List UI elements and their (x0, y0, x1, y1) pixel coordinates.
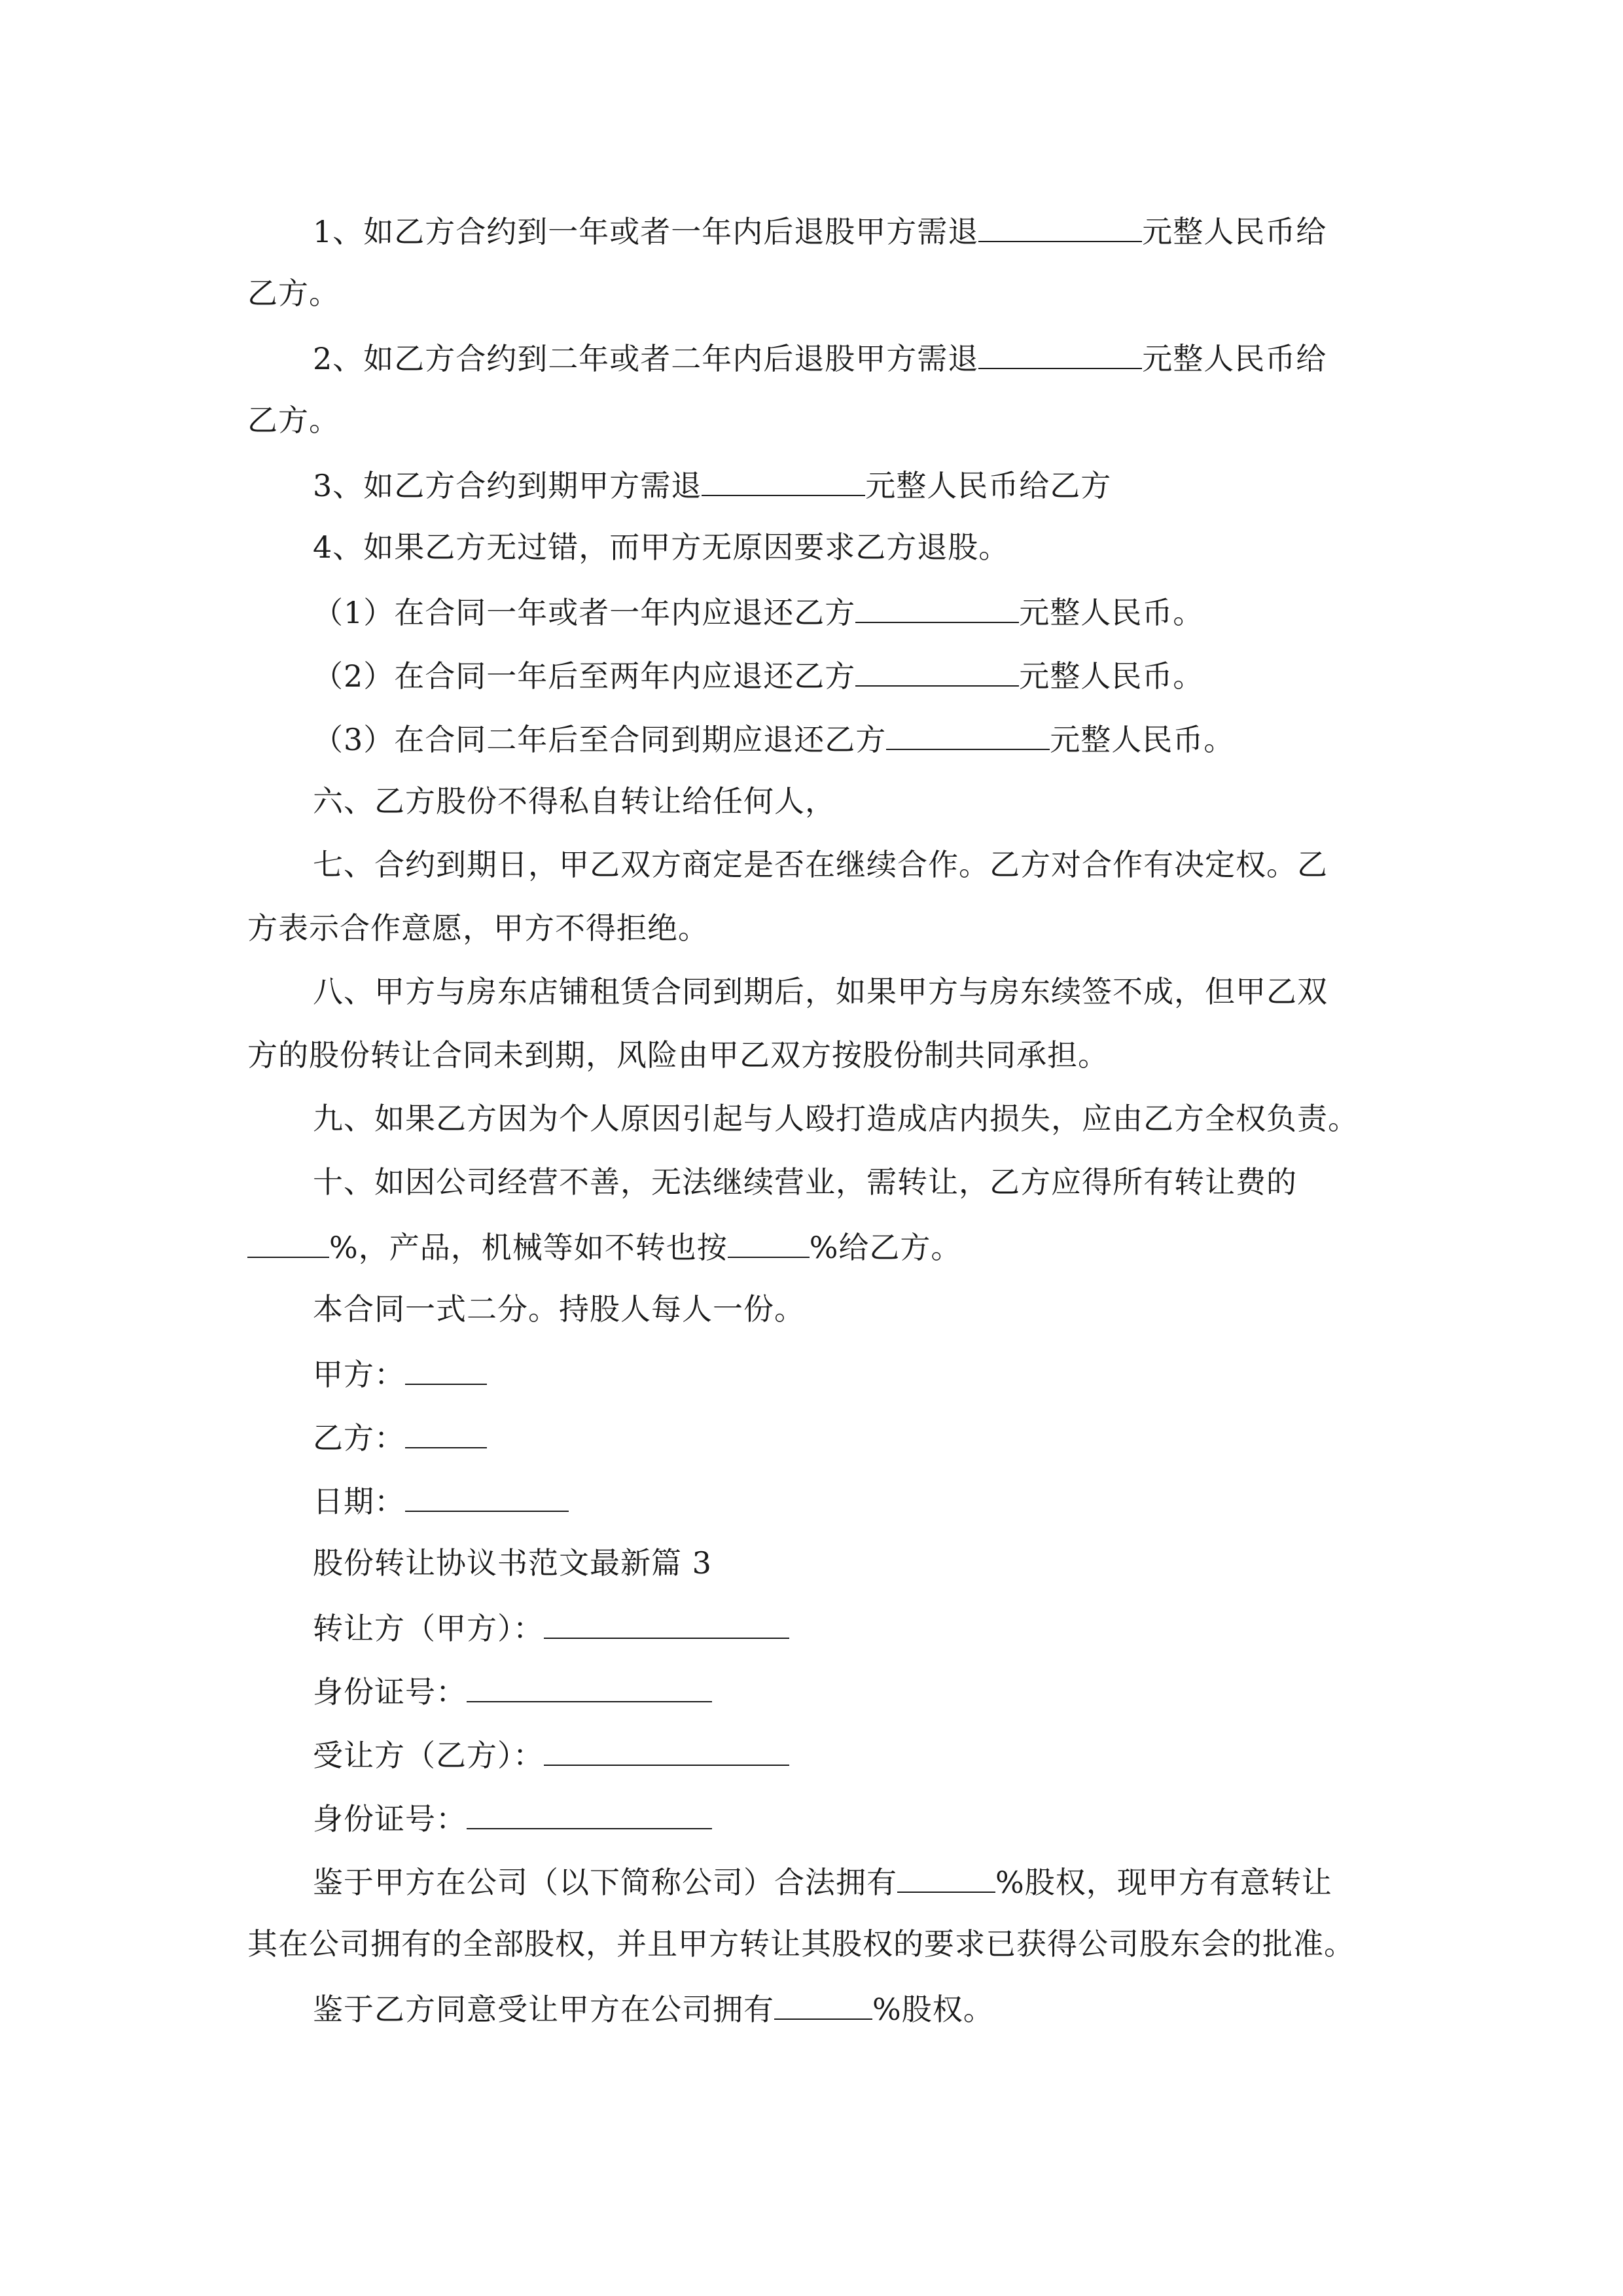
date-blank (405, 1484, 569, 1512)
sub-clause-2-line (313, 658, 1204, 694)
sub-clause-1-text: （1）在合同一年或者一年内应退还乙方 (313, 595, 856, 630)
clause-six-text: 六、乙方股份不得私自转让给任何人， (313, 783, 836, 819)
blank-field (978, 342, 1142, 369)
clause-3-line (313, 469, 1111, 501)
clause-eight-text: 八、甲方与房东店铺租赁合同到期后，如果甲方与房东续签不成，但甲乙双 (313, 974, 1328, 1009)
transferor-line (313, 1611, 789, 1646)
clause-2-line-2 (247, 403, 340, 438)
copies-text: 本合同一式二分。持股人每人一份。 (313, 1291, 805, 1327)
clause-ten-line-1 (313, 1164, 1297, 1200)
clause-ten-text-end: %给乙方。 (809, 1230, 962, 1265)
clause-1-line-1 (313, 215, 1327, 247)
id-blank (467, 1802, 712, 1829)
clause-eight-line-2 (247, 1037, 1109, 1073)
blank-field (855, 659, 1019, 687)
clause-ten-text-cont: %，产品，机械等如不转也按 (329, 1230, 728, 1265)
party-a-label: 甲方： (313, 1357, 405, 1392)
clause-2-line-1 (313, 342, 1327, 374)
whereas-1-line-1 (313, 1865, 1332, 1900)
transferee-line (313, 1738, 789, 1773)
transferor-label: 转让方（甲方）： (313, 1611, 544, 1646)
copies-line (313, 1291, 805, 1327)
clause-3-text-cont: 元整人民币给乙方 (865, 468, 1112, 503)
blank-field (855, 596, 1019, 623)
clause-ten-line-2 (247, 1230, 961, 1263)
clause-nine-text: 九、如果乙方因为个人原因引起与人殴打造成店内损失，应由乙方全权负责。 (313, 1101, 1359, 1136)
blank-field (247, 1230, 329, 1258)
date-label: 日期： (313, 1484, 405, 1519)
whereas-2-text: 鉴于乙方同意受让甲方在公司拥有 (313, 1992, 774, 2027)
sub-clause-3-text: （3）在合同二年后至合同到期应退还乙方 (313, 722, 887, 757)
clause-nine-line (313, 1103, 1359, 1134)
clause-seven-text-cont: 方表示合作意愿，甲方不得拒绝。 (247, 910, 709, 946)
sub-clause-2-text-cont: 元整人民币。 (1019, 658, 1204, 694)
sub-clause-3-line (313, 723, 1234, 755)
sub-clause-2-text: （2）在合同一年后至两年内应退还乙方 (313, 658, 856, 694)
sub-clause-3-text-cont: 元整人民币。 (1050, 722, 1235, 757)
clause-3-text: 3、如乙方合约到期甲方需退 (313, 468, 702, 503)
id-blank (467, 1675, 712, 1702)
id-label: 身份证号： (313, 1801, 467, 1837)
clause-2-text-cont: 元整人民币给 (1142, 341, 1327, 376)
blank-field (897, 1865, 995, 1893)
blank-field (978, 215, 1142, 242)
whereas-1-text-cont: %股权，现甲方有意转让 (995, 1865, 1332, 1900)
blank-field (702, 469, 865, 496)
clause-eight-line-1 (313, 974, 1328, 1009)
whereas-2-text-cont: %股权。 (872, 1992, 994, 2027)
clause-eight-text-cont: 方的股份转让合同未到期，风险由甲乙双方按股份制共同承担。 (247, 1037, 1109, 1073)
transferee-blank (544, 1738, 789, 1766)
transferee-label: 受让方（乙方）： (313, 1738, 544, 1773)
clause-1-line-2 (247, 276, 340, 311)
date-line (313, 1484, 569, 1519)
clause-2-text-end: 乙方。 (247, 403, 340, 438)
whereas-1-text-end: 其在公司拥有的全部股权，并且甲方转让其股权的要求已获得公司股东会的批准。 (247, 1926, 1355, 1962)
signature-blank (405, 1421, 487, 1448)
clause-seven-line-1 (313, 847, 1328, 882)
clause-six-line (313, 783, 836, 819)
whereas-1-text: 鉴于甲方在公司（以下简称公司）合法拥有 (313, 1865, 897, 1900)
id-line-1 (313, 1674, 712, 1710)
clause-2-text: 2、如乙方合约到二年或者二年内后退股甲方需退 (313, 341, 979, 376)
whereas-1-line-2 (247, 1926, 1355, 1962)
clause-ten-text: 十、如因公司经营不善，无法继续营业，需转让，乙方应得所有转让费的 (313, 1164, 1297, 1200)
section-title (313, 1545, 712, 1581)
clause-seven-text: 七、合约到期日，甲乙双方商定是否在继续合作。乙方对合作有决定权。乙 (313, 847, 1328, 882)
signature-blank (405, 1357, 487, 1385)
party-a-line (313, 1357, 487, 1390)
clause-4-line (313, 529, 1010, 565)
blank-field (728, 1230, 810, 1258)
clause-1-text-end: 乙方。 (247, 276, 340, 311)
whereas-2-line (313, 1992, 994, 2027)
clause-1-text-cont: 元整人民币给 (1142, 214, 1327, 249)
blank-field (886, 723, 1050, 750)
party-b-line (313, 1420, 487, 1456)
transferor-blank (544, 1611, 789, 1639)
blank-field (774, 1992, 872, 2020)
clause-seven-line-2 (247, 910, 709, 946)
sub-clause-1-text-cont: 元整人民币。 (1019, 595, 1204, 630)
clause-4-text: 4、如果乙方无过错，而甲方无原因要求乙方退股。 (313, 529, 1010, 565)
id-line-2 (313, 1801, 712, 1837)
clause-1-text: 1、如乙方合约到一年或者一年内后退股甲方需退 (313, 214, 979, 249)
sub-clause-1-line (313, 596, 1204, 628)
id-label: 身份证号： (313, 1674, 467, 1710)
section-title-text: 股份转让协议书范文最新篇 3 (313, 1545, 712, 1581)
party-b-label: 乙方： (313, 1420, 405, 1456)
